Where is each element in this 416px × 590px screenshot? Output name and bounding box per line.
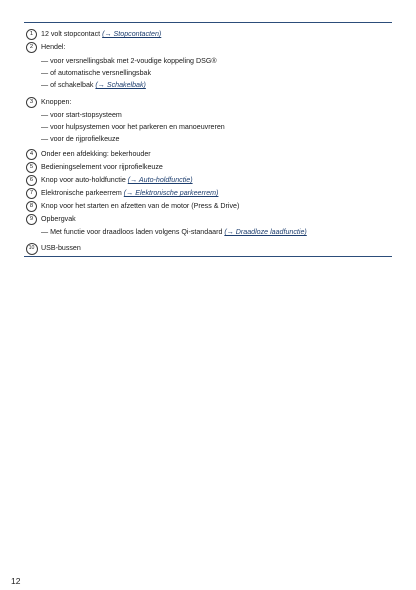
ref-link-draadloze-laadfunctie[interactable]: (→ Draadloze laadfunctie) bbox=[224, 228, 307, 236]
callout-number-9: 9 bbox=[26, 214, 37, 225]
sub-item-2-1: — voor versnellingsbak met 2-voudige koppeling DSG® bbox=[41, 57, 217, 65]
callout-number-10: 10 bbox=[26, 243, 38, 255]
item-text-1: 12 volt stopcontact bbox=[41, 30, 103, 38]
top-rule bbox=[24, 22, 392, 23]
sub-item-3-1: — voor start-stopsysteem bbox=[41, 111, 122, 119]
callout-number-7: 7 bbox=[26, 188, 37, 199]
item-text-8: Knop voor het starten en afzetten van de motor (Press & Drive) bbox=[41, 202, 240, 210]
item-text-7: Elektronische parkeerrem bbox=[41, 189, 124, 197]
item-text-6: Knop voor auto-holdfunctie bbox=[41, 176, 128, 184]
bottom-rule bbox=[24, 256, 392, 257]
sub-item-2-3: — of schakelbak (→ Schakelbak) bbox=[41, 81, 146, 89]
callout-number-3: 3 bbox=[26, 97, 37, 108]
page-number: 12 bbox=[11, 576, 21, 586]
item-text-3: Knoppen: bbox=[41, 98, 72, 106]
sub-item-3-3: — voor de rijprofielkeuze bbox=[41, 135, 120, 143]
sub-item-9-1: — Met functie voor draadloos laden volgens Qi-standaard (→ Draadloze laadfunctie) bbox=[41, 228, 307, 236]
callout-number-1: 1 bbox=[26, 29, 37, 40]
item-text-4: Onder een afdekking: bekerhouder bbox=[41, 150, 151, 158]
callout-number-5: 5 bbox=[26, 162, 37, 173]
item-text-5: Bedieningselement voor rijprofielkeuze bbox=[41, 163, 163, 171]
ref-link-parkeerrem[interactable]: (→ Elektronische parkeerrem) bbox=[123, 189, 219, 197]
sub-item-3-2: — voor hulpsystemen voor het parkeren en manoeuvreren bbox=[41, 123, 225, 131]
callout-number-2: 2 bbox=[26, 42, 37, 53]
callout-number-6: 6 bbox=[26, 175, 37, 186]
item-text-10: USB-bussen bbox=[41, 244, 81, 252]
ref-link-schakelbak[interactable]: (→ Schakelbak) bbox=[95, 81, 146, 89]
item-text-9: Opbergvak bbox=[41, 215, 76, 223]
ref-link-stopcontacten[interactable]: (→ Stopcontacten) bbox=[102, 30, 162, 38]
callout-number-4: 4 bbox=[26, 149, 37, 160]
ref-link-auto-hold[interactable]: (→ Auto-holdfunctie) bbox=[127, 176, 193, 184]
callout-number-8: 8 bbox=[26, 201, 37, 212]
item-text-2: Hendel: bbox=[41, 43, 66, 51]
sub-item-2-2: — of automatische versnellingsbak bbox=[41, 69, 152, 77]
